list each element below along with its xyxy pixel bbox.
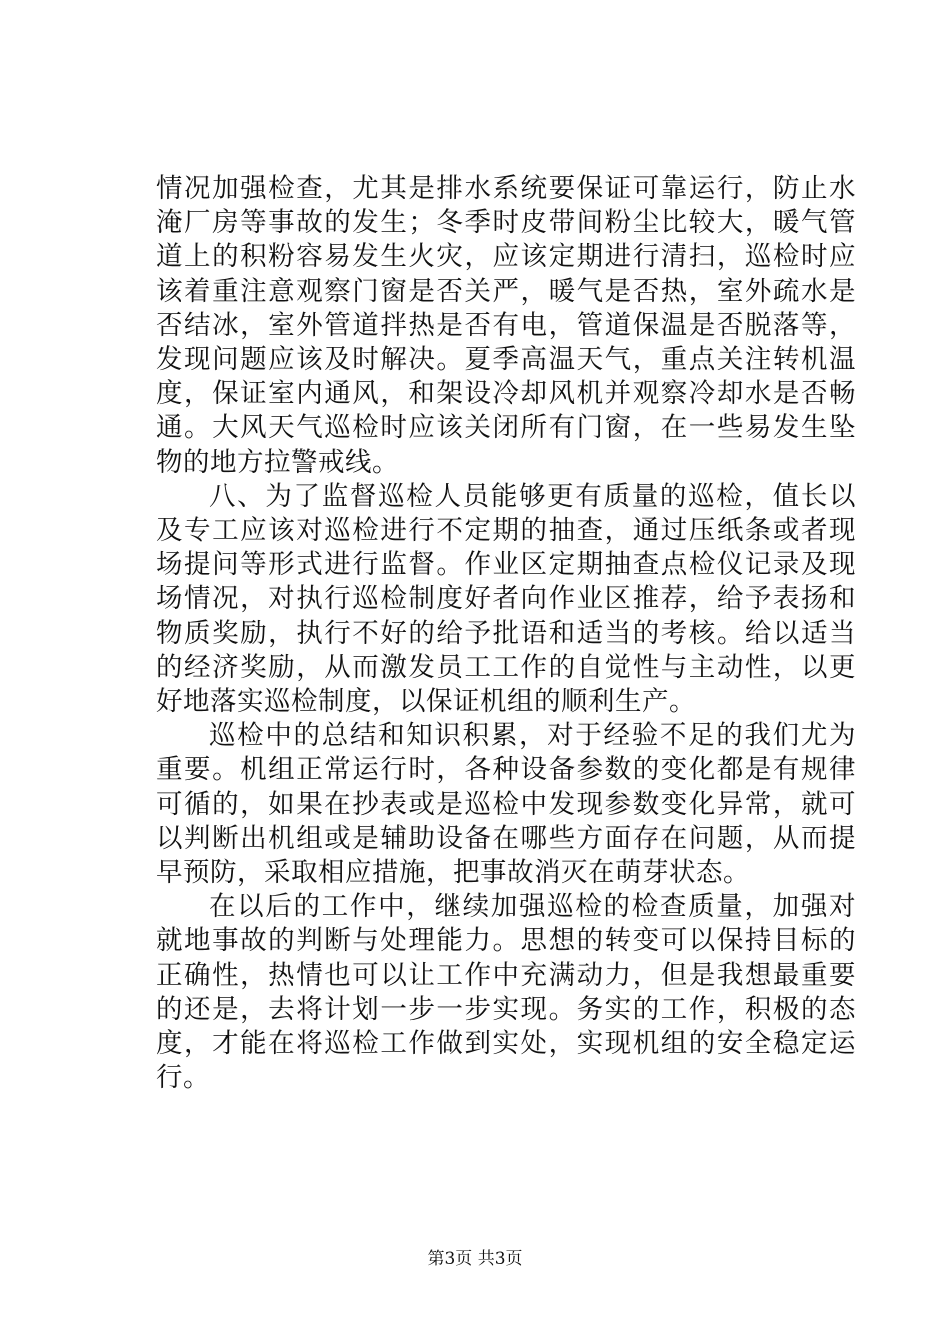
page-footer: 第3页 共3页 xyxy=(427,1249,523,1269)
paragraph-conclusion: 在以后的工作中，继续加强巡检的检查质量，加强对就地事故的判断与处理能力。思想的转变可以保持目标的正确性，热情也可以让工作中充满动力，但是我想最重要的还是，去将计划一步一步实现。务实的工作，积极的态度，才能在将巡检工作做到实处，实现机组的安全稳定运行。 xyxy=(156,891,856,1094)
paragraph-section-eight: 八、为了监督巡检人员能够更有质量的巡检，值长以及专工应该对巡检进行不定期的抽查，通过压纸条或者现场提问等形式进行监督。作业区定期抽查点检仪记录及现场情况，对执行巡检制度好者向作业区推荐，给予表扬和物质奖励，执行不好的给予批语和适当的考核。给以适当的经济奖励，从而激发员工工作的自觉性与主动性，以更好地落实巡检制度，以保证机组的顺利生产。 xyxy=(156,480,856,718)
document-body xyxy=(156,172,856,1095)
paragraph-continued: 情况加强检查，尤其是排水系统要保证可靠运行，防止水淹厂房等事故的发生；冬季时皮带间粉尘比较大，暖气管道上的积粉容易发生火灾，应该定期进行清扫，巡检时应该着重注意观察门窗是否关严，暖气是否热，室外疏水是否结冰，室外管道拌热是否有电，管道保温是否脱落等，发现问题应该及时解决。夏季高温天气，重点关注转机温度，保证室内通风，和架设冷却风机并观察冷却水是否畅通。大风天气巡检时应该关闭所有门窗，在一些易发生坠物的地方拉警戒线。 xyxy=(156,173,856,478)
paragraph-summary: 巡检中的总结和知识积累，对于经验不足的我们尤为重要。机组正常运行时，各种设备参数的变化都是有规律可循的，如果在抄表或是巡检中发现参数变化异常，就可以判断出机组或是辅助设备在哪些方面存在问题，从而提早预防，采取相应措施，把事故消灭在萌芽状态。 xyxy=(156,720,856,889)
